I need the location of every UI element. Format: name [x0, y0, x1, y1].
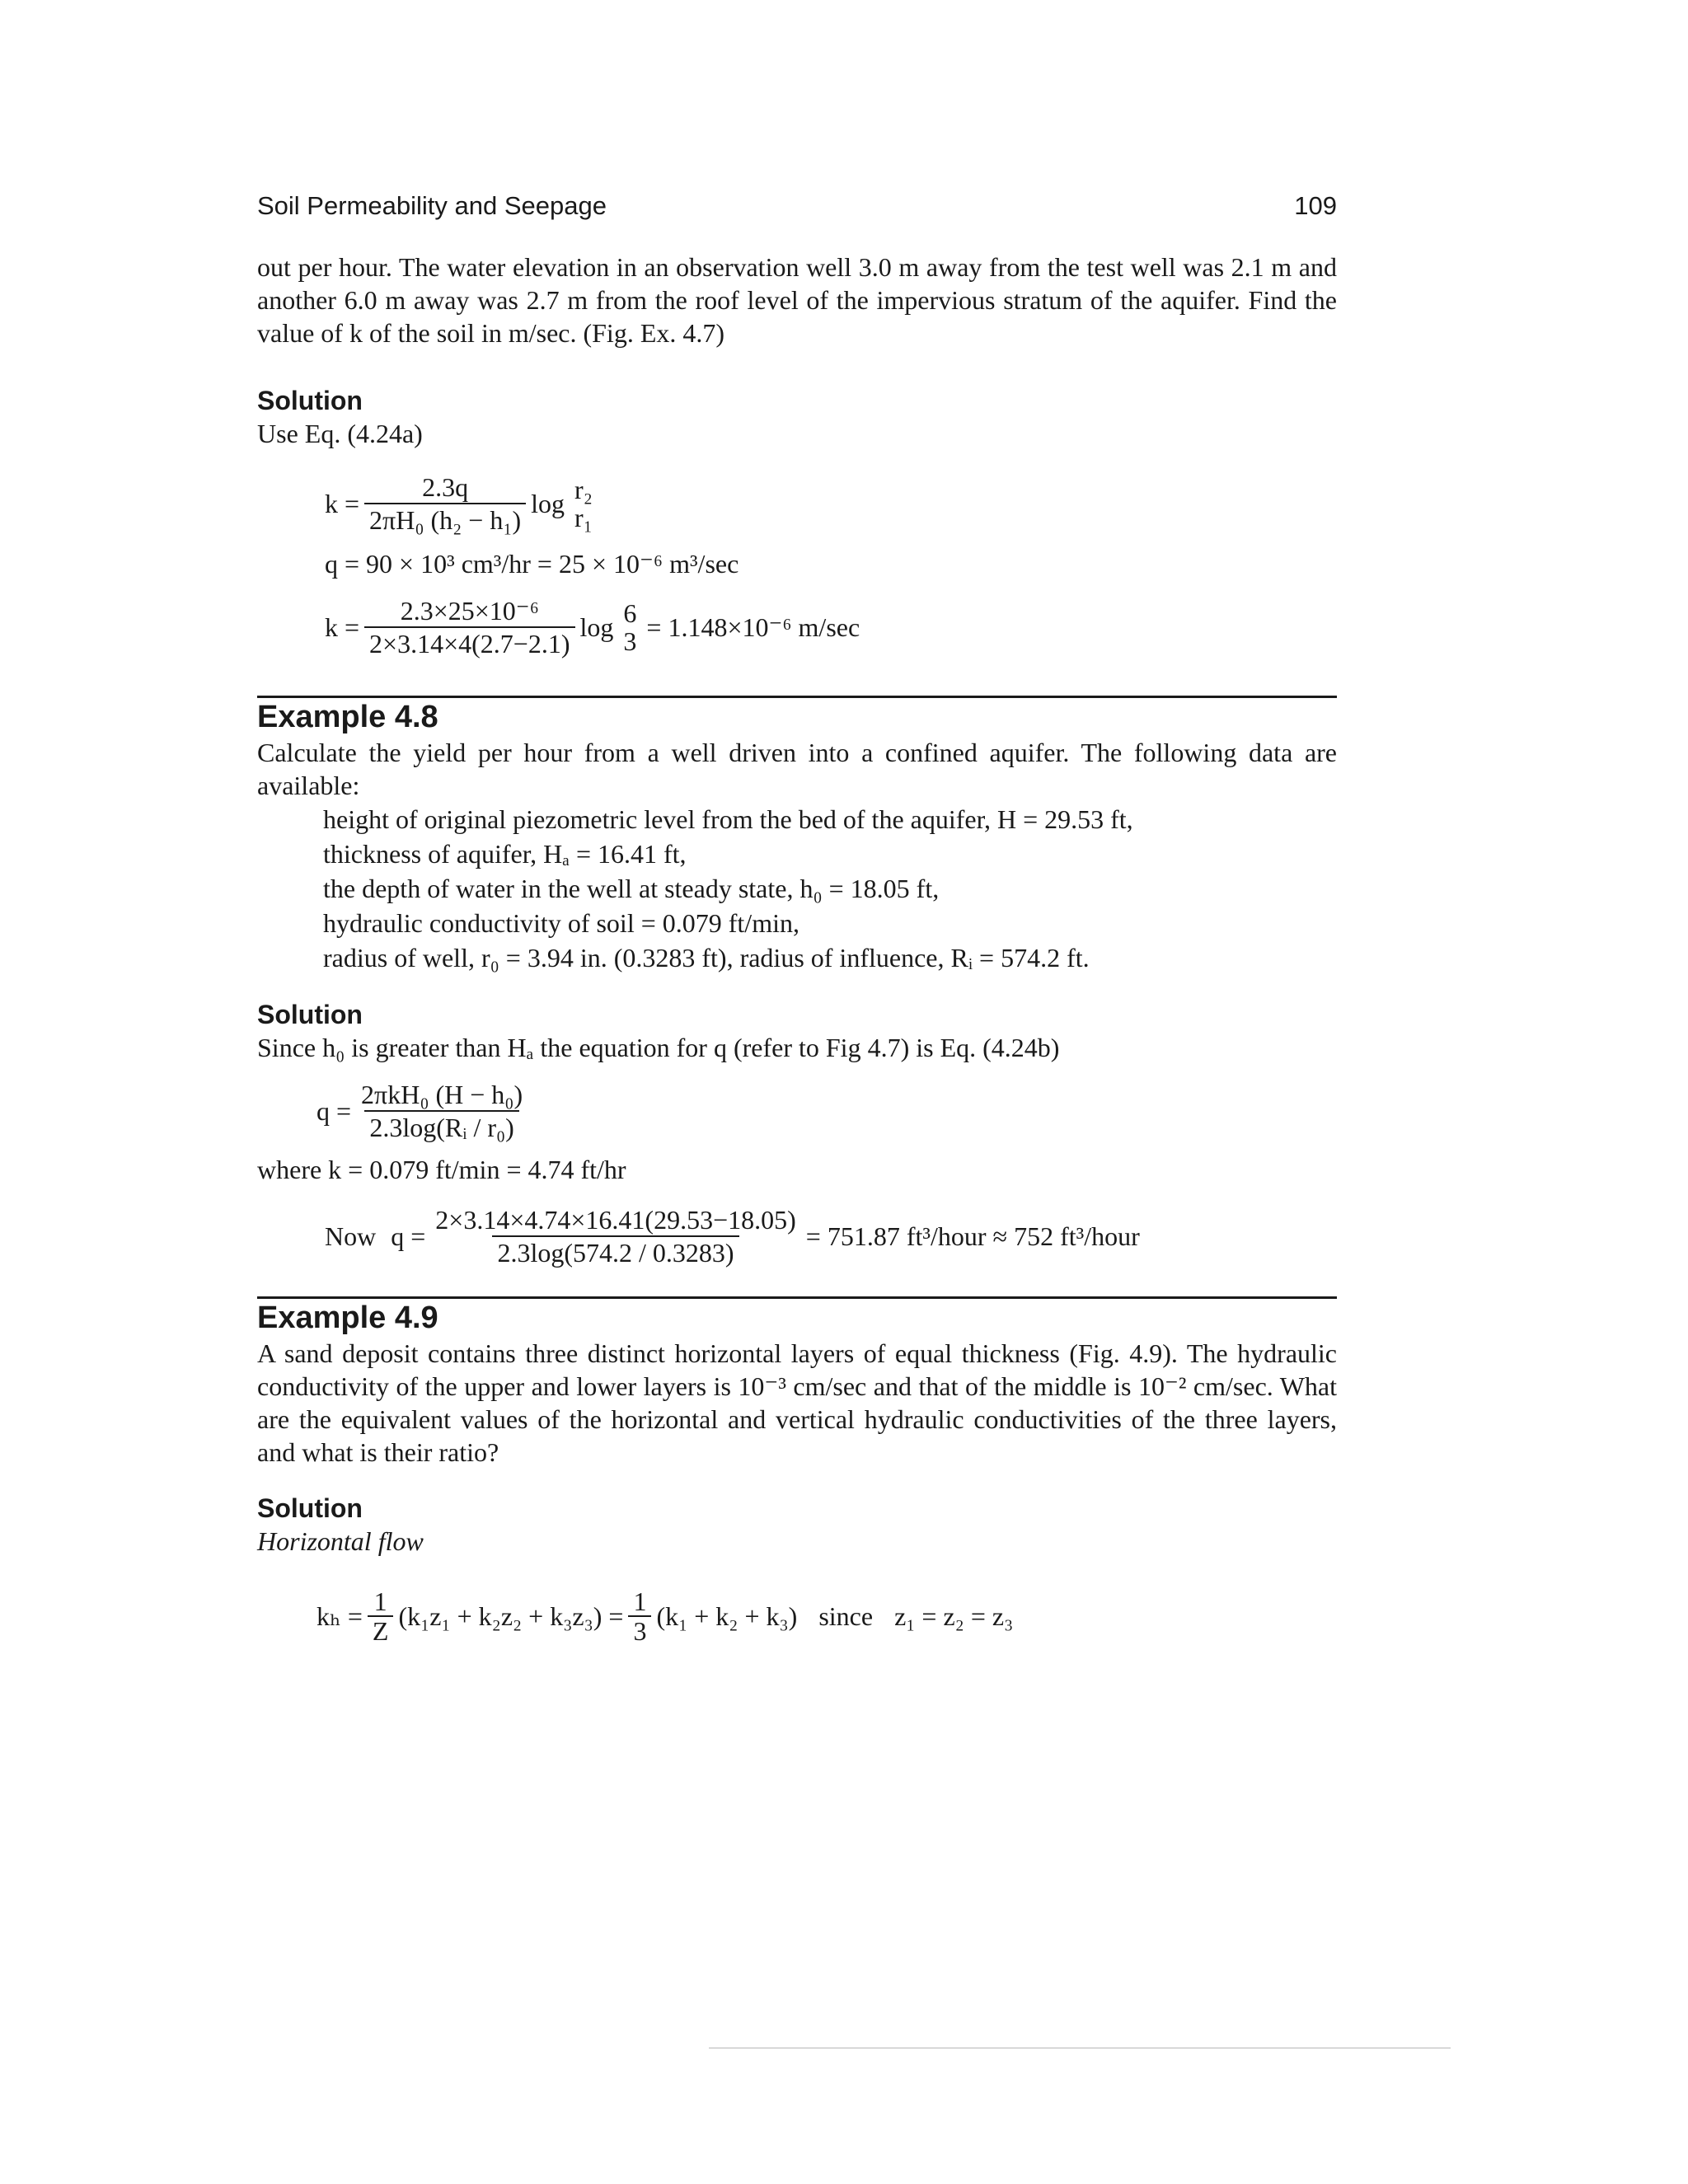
- equation-k-formula: k = $\frac{2.3q}{\text{2πH₀ (h₂ − h₁)}}$ log r₂ r₁: [325, 471, 1337, 536]
- fraction: $\frac{\text{2.3×25×10⁻⁶}}{2\times 3.14\times 4(2.7-2.1)}$: [364, 595, 574, 659]
- running-title: Soil Permeability and Seepage: [257, 191, 607, 220]
- equation-q-result: Now q = $\frac{2\times 3.14\times 4.74\times 16.41(29.53-18.05)}{2.3\log(574.2 / 0.3283)}$ = 751.87 ft³/hour ≈ 752 ft³/hour: [325, 1205, 1140, 1268]
- equation-kh: kₕ = $\frac{1}{Z}$ (k₁z₁ + k₂z₂ + k₃z₃) = $\frac{1}{3}$ (k₁ + k₂ + k₃) since z₁ = z₂ = z₃: [316, 1586, 1014, 1646]
- scan-artifact-line: [709, 2047, 1451, 2049]
- equation-q-value: q = 90 × 10³ cm³/hr = 25 × 10⁻⁶ m³/sec: [325, 549, 739, 579]
- example-4-8-heading: Example 4.8: [257, 700, 438, 734]
- data-line: thickness of aquifer, Hₐ = 16.41 ft,: [323, 839, 687, 869]
- fraction: $\frac{\text{2πkH₀ (H − h₀)}}{\text{2.3log(Rᵢ / r₀)}}$: [361, 1080, 523, 1142]
- data-line: hydraulic conductivity of soil = 0.079 ft/min,: [323, 908, 799, 938]
- horizontal-flow-subheading: Horizontal flow: [257, 1526, 424, 1556]
- equation-k-result: k = $\frac{\text{2.3×25×10⁻⁶}}{2\times 3.14\times 4(2.7-2.1)}$ log 6 3 = 1.148×10⁻⁶ m/sec: [325, 596, 860, 658]
- fraction: r₂ r₁: [574, 475, 593, 532]
- page-body: [257, 251, 1337, 1645]
- data-line: height of original piezometric level from the bed of the aquifer, H = 29.53 ft,: [323, 804, 1133, 834]
- since-text: Since h₀ is greater than Hₐ the equation for q (refer to Fig 4.7) is Eq. (4.24b): [257, 1033, 1060, 1062]
- solution-heading: Solution: [257, 386, 363, 415]
- solution-heading: Solution: [257, 1000, 363, 1029]
- example-4-9-statement: A sand deposit contains three distinct horizontal layers of equal thickness (Fig. 4.9). The hydraulic conductivity of the upper and lower layers is 10⁻³ cm/sec and that of the middle is 10⁻² cm/sec. What are the equivalent values of the horizontal and vertical hydraulic conductivities of the three layers, and what is their ratio?: [257, 1338, 1337, 1467]
- example-4-8-statement: Calculate the yield per hour from a well driven into a confined aquifer. The following data are available:: [257, 738, 1337, 800]
- page-header: [257, 191, 1337, 221]
- fraction: $\frac{2\times 3.14\times 4.74\times 16.41(29.53-18.05)}{2.3\log(574.2 / 0.3283)}$: [435, 1205, 796, 1268]
- solution-heading: Solution: [257, 1493, 363, 1523]
- intro-paragraph: out per hour. The water elevation in an observation well 3.0 m away from the test well was 2.1 m and another 6.0 m away was 2.7 m from the roof level of the impervious stratum of the aquifer. Find the value of k of the soil in m/sec. (Fig. Ex. 4.7): [257, 252, 1337, 348]
- fraction: $\frac{2.3q}{\text{2πH₀ (h₂ − h₁)}}$: [364, 471, 526, 536]
- use-eq-text: Use Eq. (4.24a): [257, 419, 423, 448]
- where-text: where k = 0.079 ft/min = 4.74 ft/hr: [257, 1155, 626, 1184]
- data-line: the depth of water in the well at steady state, h₀ = 18.05 ft,: [323, 874, 940, 903]
- fraction: $\frac{1}{3}$: [628, 1587, 651, 1645]
- given-data-list: [323, 802, 1337, 975]
- equation-q-formula: q = $\frac{\text{2πkH₀ (H − h₀)}}{\text{2.3log(Rᵢ / r₀)}}$: [316, 1079, 1337, 1143]
- fraction: 6 3: [623, 598, 637, 656]
- example-4-9-heading: Example 4.9: [257, 1301, 438, 1335]
- page-number: 109: [1294, 191, 1337, 220]
- fraction: $\frac{1}{Z}$: [368, 1587, 394, 1645]
- data-line: radius of well, r₀ = 3.94 in. (0.3283 ft), radius of influence, Rᵢ = 574.2 ft.: [323, 943, 1090, 972]
